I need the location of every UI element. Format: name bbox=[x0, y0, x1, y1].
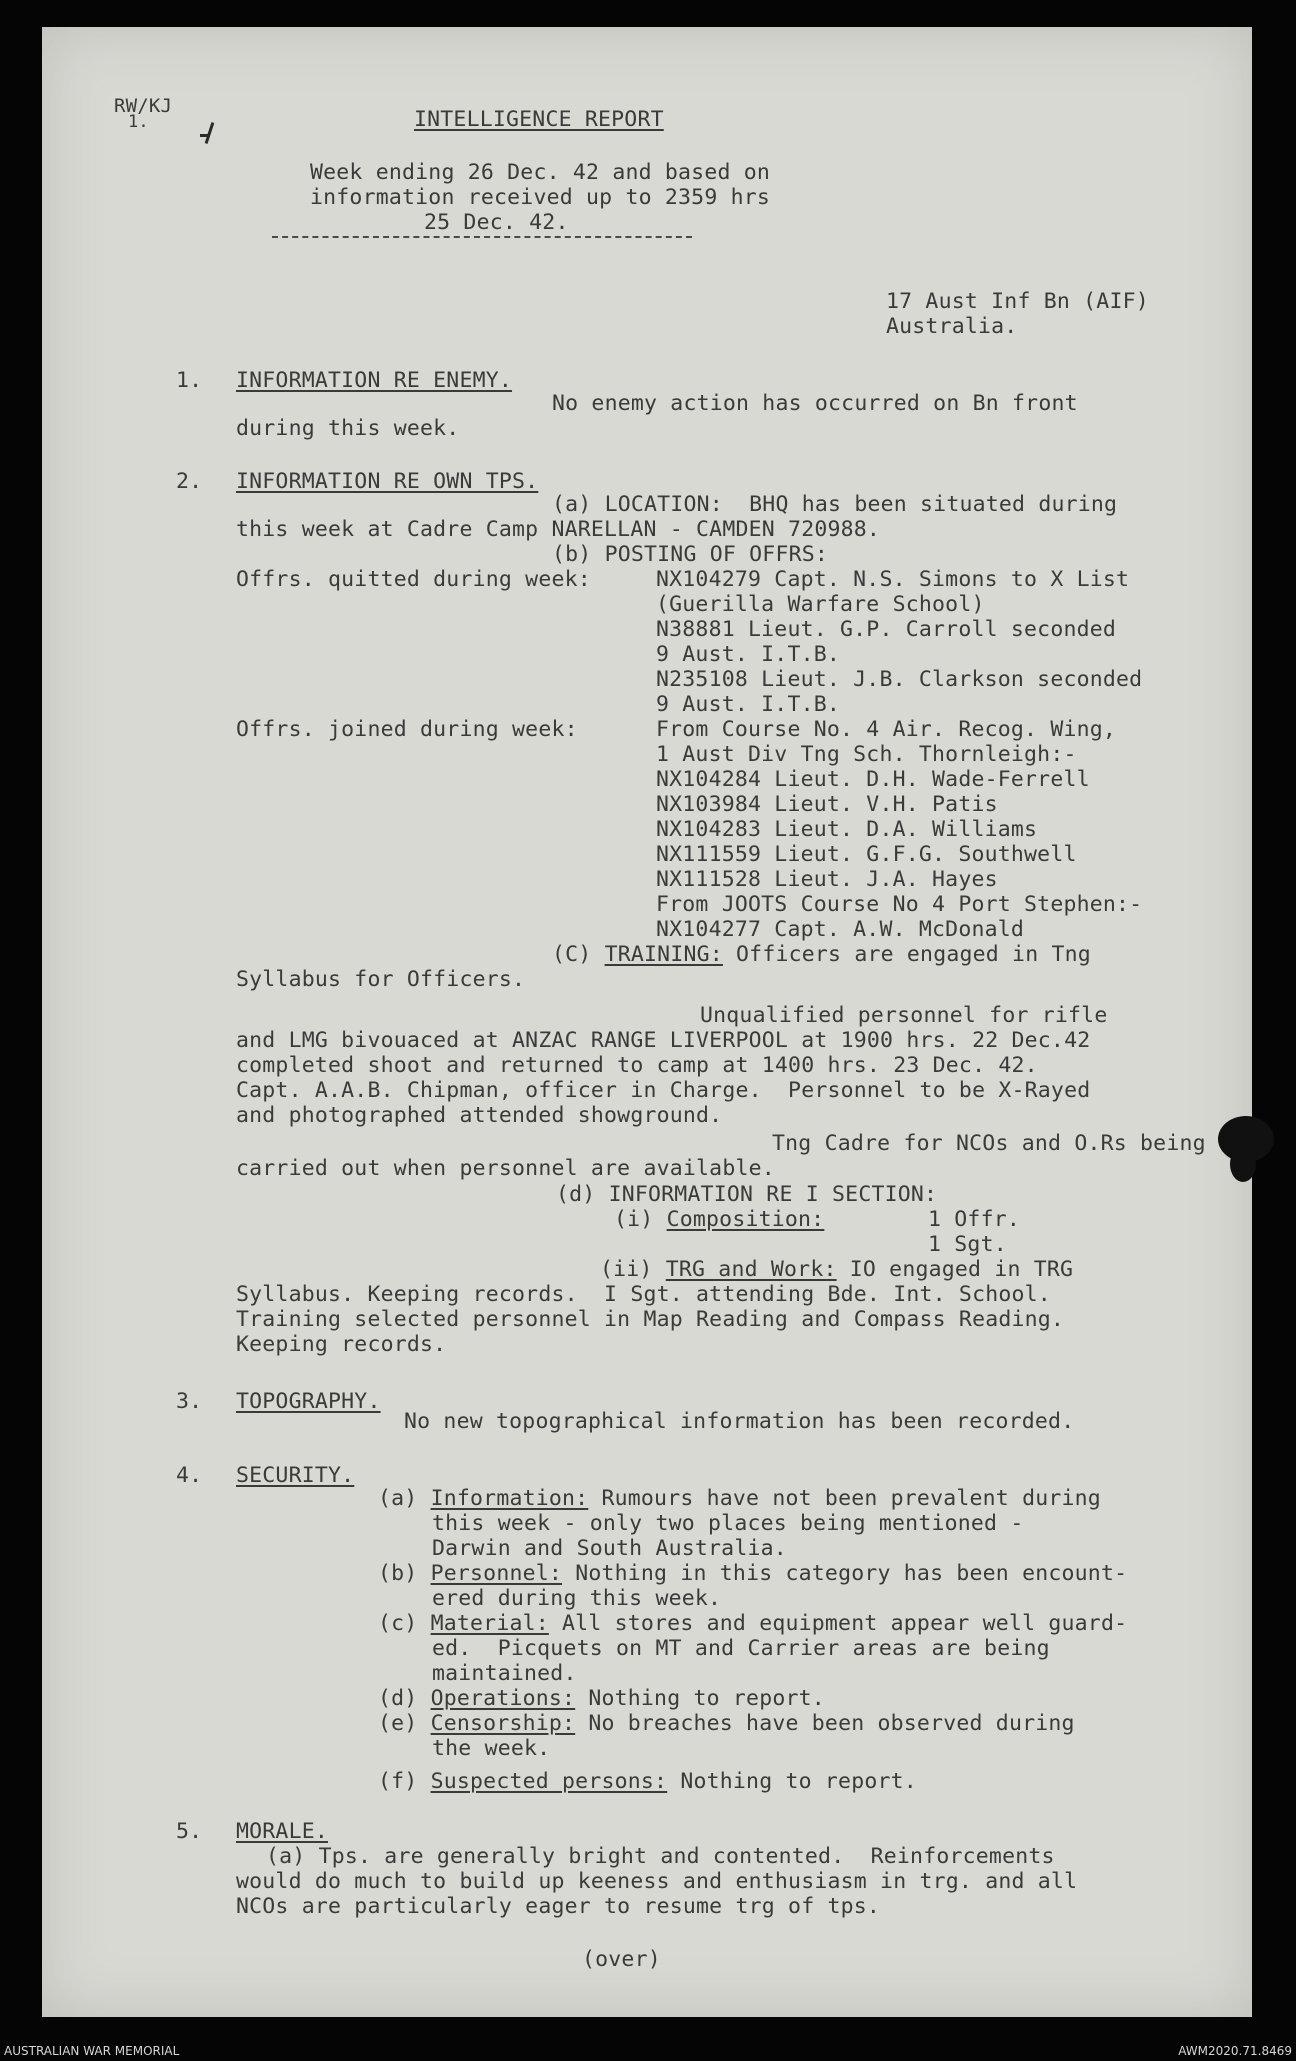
security-text: Nothing to report. bbox=[667, 1769, 917, 1794]
trg-work-prefix: (ii) bbox=[600, 1257, 653, 1282]
training-text: Officers are engaged in Tng bbox=[722, 942, 1091, 967]
security-item bbox=[378, 1487, 1101, 1511]
unit-location: Australia. bbox=[886, 314, 1018, 339]
reference-code: RW/KJ bbox=[114, 95, 173, 117]
joined-label: Offrs. joined during week: bbox=[236, 717, 578, 742]
quitted-line: 9 Aust. I.T.B. bbox=[656, 692, 841, 717]
section-heading: MORALE. bbox=[236, 1819, 329, 1844]
joined-line: From Course No. 4 Air. Recog. Wing, bbox=[656, 717, 1117, 742]
morale-line: NCOs are particularly eager to resume trg of tps. bbox=[236, 1894, 881, 1919]
morale-line: would do much to build up keeness and enthusiasm in trg. and all bbox=[236, 1869, 1078, 1894]
security-label: Information: bbox=[430, 1486, 589, 1511]
security-text: All stores and equipment appear well guard- bbox=[548, 1611, 1128, 1636]
report-title: INTELLIGENCE REPORT bbox=[414, 107, 664, 132]
security-text: Rumours have not been prevalent during bbox=[588, 1486, 1101, 1511]
section-number: 1. bbox=[176, 368, 203, 393]
joined-line: 1 Aust Div Tng Sch. Thornleigh:- bbox=[656, 742, 1077, 767]
section-heading: TOPOGRAPHY. bbox=[236, 1389, 381, 1414]
unit-name: 17 Aust Inf Bn (AIF) bbox=[886, 289, 1149, 314]
section-number: 2. bbox=[176, 469, 203, 494]
training-line: Capt. A.A.B. Chipman, officer in Charge. Personnel to be X-Rayed bbox=[236, 1078, 1091, 1103]
security-item bbox=[378, 1612, 1127, 1636]
security-item bbox=[378, 1712, 1075, 1736]
joined-line: NX104283 Lieut. D.A. Williams bbox=[656, 817, 1038, 842]
training-label: TRAINING: bbox=[604, 942, 723, 967]
training-line: Unqualified personnel for rifle bbox=[700, 1003, 1108, 1028]
security-cont: ed. Picquets on MT and Carrier areas are being bbox=[432, 1636, 1050, 1661]
trg-work-line: Training selected personnel in Map Reading and Compass Reading. bbox=[236, 1307, 1065, 1332]
archive-id: AWM2020.71.8469 bbox=[1178, 2044, 1292, 2058]
security-tag: (d) bbox=[378, 1686, 418, 1711]
security-cont: this week - only two places being mentioned - bbox=[432, 1511, 1024, 1536]
training-line: carried out when personnel are available. bbox=[236, 1156, 775, 1181]
section-body-line: during this week. bbox=[236, 416, 460, 441]
reference-number: 1. bbox=[128, 112, 149, 132]
section-heading: SECURITY. bbox=[236, 1463, 355, 1488]
security-text: Nothing to report. bbox=[575, 1686, 825, 1711]
archive-credit: AUSTRALIAN WAR MEMORIAL bbox=[4, 2044, 180, 2058]
security-tag: (c) bbox=[378, 1611, 418, 1636]
training-prefix: (C) bbox=[552, 942, 592, 967]
section-number: 5. bbox=[176, 1819, 203, 1844]
composition-label: Composition: bbox=[666, 1207, 825, 1232]
quitted-line: NX104279 Capt. N.S. Simons to X List bbox=[656, 567, 1130, 592]
security-label: Operations: bbox=[430, 1686, 576, 1711]
trg-work-text: IO engaged in TRG bbox=[836, 1257, 1074, 1282]
composition-prefix: (i) bbox=[614, 1207, 654, 1232]
over-note: (over) bbox=[582, 1947, 661, 1972]
report-subtitle-line: 25 Dec. 42. bbox=[424, 210, 569, 235]
i-section-heading: (d) INFORMATION RE I SECTION: bbox=[556, 1182, 938, 1207]
quitted-label: Offrs. quitted during week: bbox=[236, 567, 591, 592]
training-line: Syllabus for Officers. bbox=[236, 967, 526, 992]
security-tag: (a) bbox=[378, 1486, 418, 1511]
training-line: and photographed attended showground. bbox=[236, 1103, 723, 1128]
security-cont: maintained. bbox=[432, 1661, 577, 1686]
security-label: Censorship: bbox=[430, 1711, 576, 1736]
security-tag: (e) bbox=[378, 1711, 418, 1736]
joined-line: NX111559 Lieut. G.F.G. Southwell bbox=[656, 842, 1077, 867]
training-line bbox=[552, 943, 1091, 967]
security-item bbox=[378, 1770, 917, 1794]
security-text: No breaches have been observed during bbox=[575, 1711, 1075, 1736]
security-text: Nothing in this category has been encount- bbox=[562, 1561, 1128, 1586]
quitted-line: (Guerilla Warfare School) bbox=[656, 592, 985, 617]
training-line: Tng Cadre for NCOs and O.Rs being bbox=[772, 1131, 1206, 1156]
quitted-line: N235108 Lieut. J.B. Clarkson seconded bbox=[656, 667, 1143, 692]
quitted-line: 9 Aust. I.T.B. bbox=[656, 642, 841, 667]
security-item bbox=[378, 1562, 1127, 1586]
joined-line: From JOOTS Course No 4 Port Stephen:- bbox=[656, 892, 1143, 917]
security-tag: (f) bbox=[378, 1769, 418, 1794]
joined-line: NX104277 Capt. A.W. McDonald bbox=[656, 917, 1025, 942]
section-number: 3. bbox=[176, 1389, 203, 1414]
ink-blot bbox=[1230, 1146, 1256, 1182]
joined-line: NX103984 Lieut. V.H. Patis bbox=[656, 792, 998, 817]
composition-line bbox=[614, 1208, 824, 1232]
security-label: Material: bbox=[430, 1611, 549, 1636]
security-cont: the week. bbox=[432, 1736, 551, 1761]
security-tag: (b) bbox=[378, 1561, 418, 1586]
joined-line: NX104284 Lieut. D.H. Wade-Ferrell bbox=[656, 767, 1090, 792]
trg-work-line: Keeping records. bbox=[236, 1332, 447, 1357]
section-number: 4. bbox=[176, 1463, 203, 1488]
trg-work-label: TRG and Work: bbox=[665, 1257, 837, 1282]
security-label: Personnel: bbox=[430, 1561, 563, 1586]
section-heading: INFORMATION RE OWN TPS. bbox=[236, 469, 539, 494]
quitted-line: N38881 Lieut. G.P. Carroll seconded bbox=[656, 617, 1117, 642]
report-subtitle-line: information received up to 2359 hrs bbox=[310, 185, 771, 210]
location-line: (a) LOCATION: BHQ has been situated during bbox=[552, 492, 1118, 517]
joined-line: NX111528 Lieut. J.A. Hayes bbox=[656, 867, 998, 892]
section-body-line: No new topographical information has been recorded. bbox=[404, 1409, 1075, 1434]
location-line: this week at Cadre Camp NARELLAN - CAMDEN 720988. bbox=[236, 517, 881, 542]
morale-line: (a) Tps. are generally bright and contented. Reinforcements bbox=[266, 1844, 1055, 1869]
training-line: completed shoot and returned to camp at 1400 hrs. 23 Dec. 42. bbox=[236, 1053, 1038, 1078]
composition-value: 1 Sgt. bbox=[928, 1232, 1007, 1257]
training-line: and LMG bivouaced at ANZAC RANGE LIVERPOOL at 1900 hrs. 22 Dec.42 bbox=[236, 1028, 1091, 1053]
section-body-line: No enemy action has occurred on Bn front bbox=[552, 391, 1078, 416]
ink-mark bbox=[200, 134, 208, 137]
security-cont: ered during this week. bbox=[432, 1586, 722, 1611]
security-item bbox=[378, 1687, 825, 1711]
report-subtitle-line: Week ending 26 Dec. 42 and based on bbox=[310, 160, 771, 185]
trg-work-line: Syllabus. Keeping records. I Sgt. attending Bde. Int. School. bbox=[236, 1282, 1051, 1307]
title-rule bbox=[272, 236, 692, 238]
trg-work-line bbox=[600, 1258, 1073, 1282]
security-cont: Darwin and South Australia. bbox=[432, 1536, 787, 1561]
section-heading: INFORMATION RE ENEMY. bbox=[236, 368, 513, 393]
composition-value: 1 Offr. bbox=[928, 1207, 1021, 1232]
posting-heading: (b) POSTING OF OFFRS: bbox=[552, 542, 829, 567]
security-label: Suspected persons: bbox=[430, 1769, 668, 1794]
